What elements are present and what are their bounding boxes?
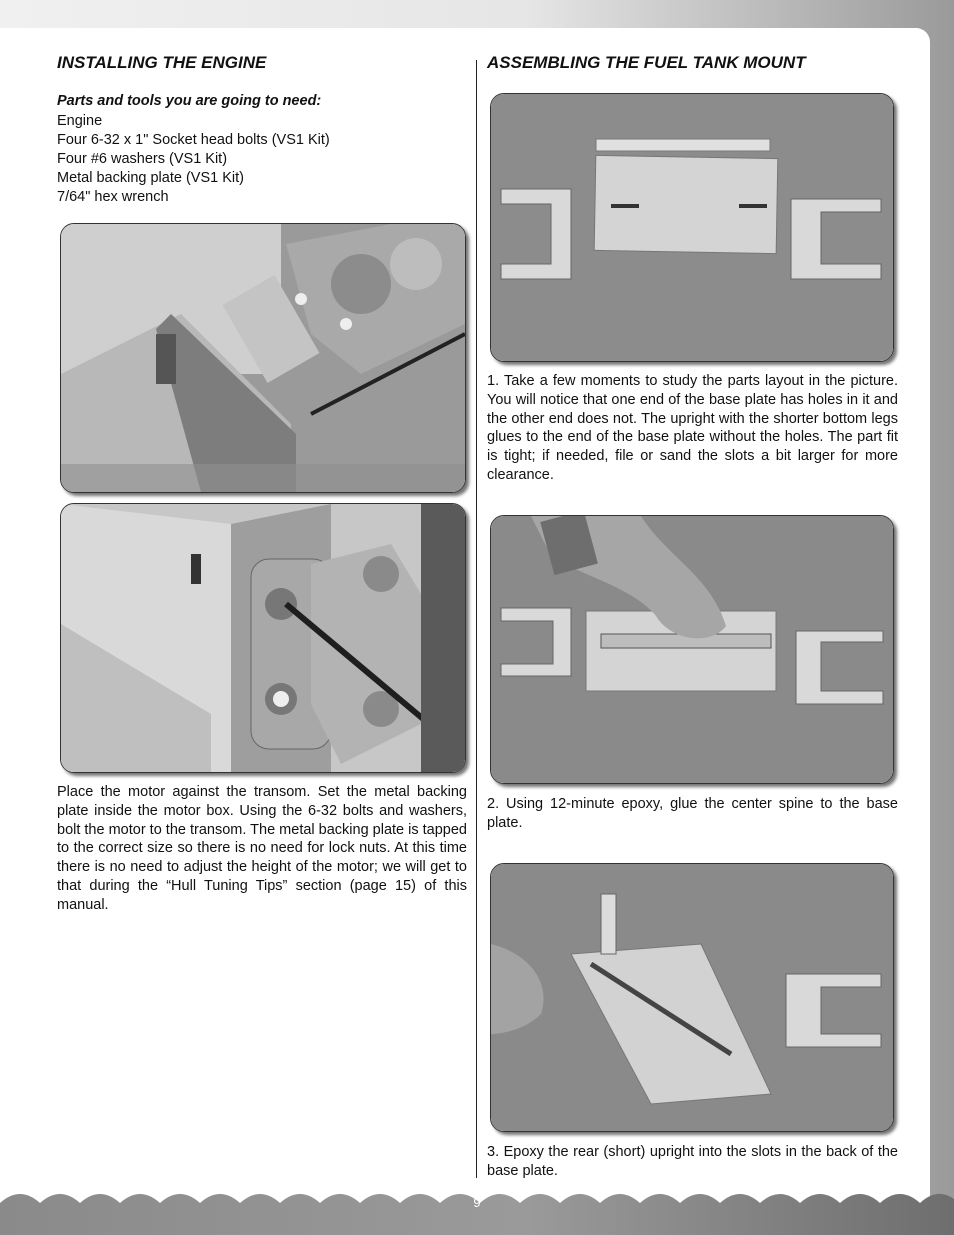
fuel-tank-section-heading: ASSEMBLING THE FUEL TANK MOUNT (487, 53, 806, 72)
parts-layout-photo (490, 93, 894, 362)
engine-photo-1 (60, 223, 466, 493)
page-number: 9 (473, 1195, 481, 1210)
list-item: 7/64" hex wrench (57, 189, 169, 205)
engine-section-heading: INSTALLING THE ENGINE (57, 53, 267, 72)
list-item: Four 6-32 x 1" Socket head bolts (VS1 Kit) (57, 132, 330, 148)
step-3-text: 3. Epoxy the rear (short) upright into the slots in the back of the base plate. (487, 1144, 898, 1179)
step-2-text: 2. Using 12-minute epoxy, glue the center spine to the base plate. (487, 796, 898, 831)
parts-list (57, 112, 330, 207)
engine-photo-2 (60, 503, 466, 773)
parts-heading: Parts and tools you are going to need: (57, 93, 322, 109)
wave-footer (0, 1185, 954, 1235)
list-item: Metal backing plate (VS1 Kit) (57, 170, 244, 186)
list-item: Four #6 washers (VS1 Kit) (57, 151, 228, 167)
rear-upright-photo (490, 863, 894, 1132)
list-item: Engine (57, 113, 103, 129)
step-1-text: 1. Take a few moments to study the parts layout in the picture. You will notice that one end of the base plate has holes in it and the other end does not. The upright with the shorter bottom legs glues to the end of the base plate without the holes. The part fit is tight; if needed, file or sand the slots a bit larger for more clearance. (487, 373, 898, 483)
column-divider (476, 60, 477, 1178)
engine-instructions: Place the motor against the transom. Set the metal backing plate inside the motor box. Using the 6-32 bolts and washers, bolt the motor to the transom. The metal backing plate is tapped to the correct size so there is no need for lock nuts. At this time there is no need to adjust the height of the motor; we will get to that during the “Hull Tuning Tips” section (page 15) of this manual. (57, 784, 467, 913)
center-spine-photo (490, 515, 894, 784)
